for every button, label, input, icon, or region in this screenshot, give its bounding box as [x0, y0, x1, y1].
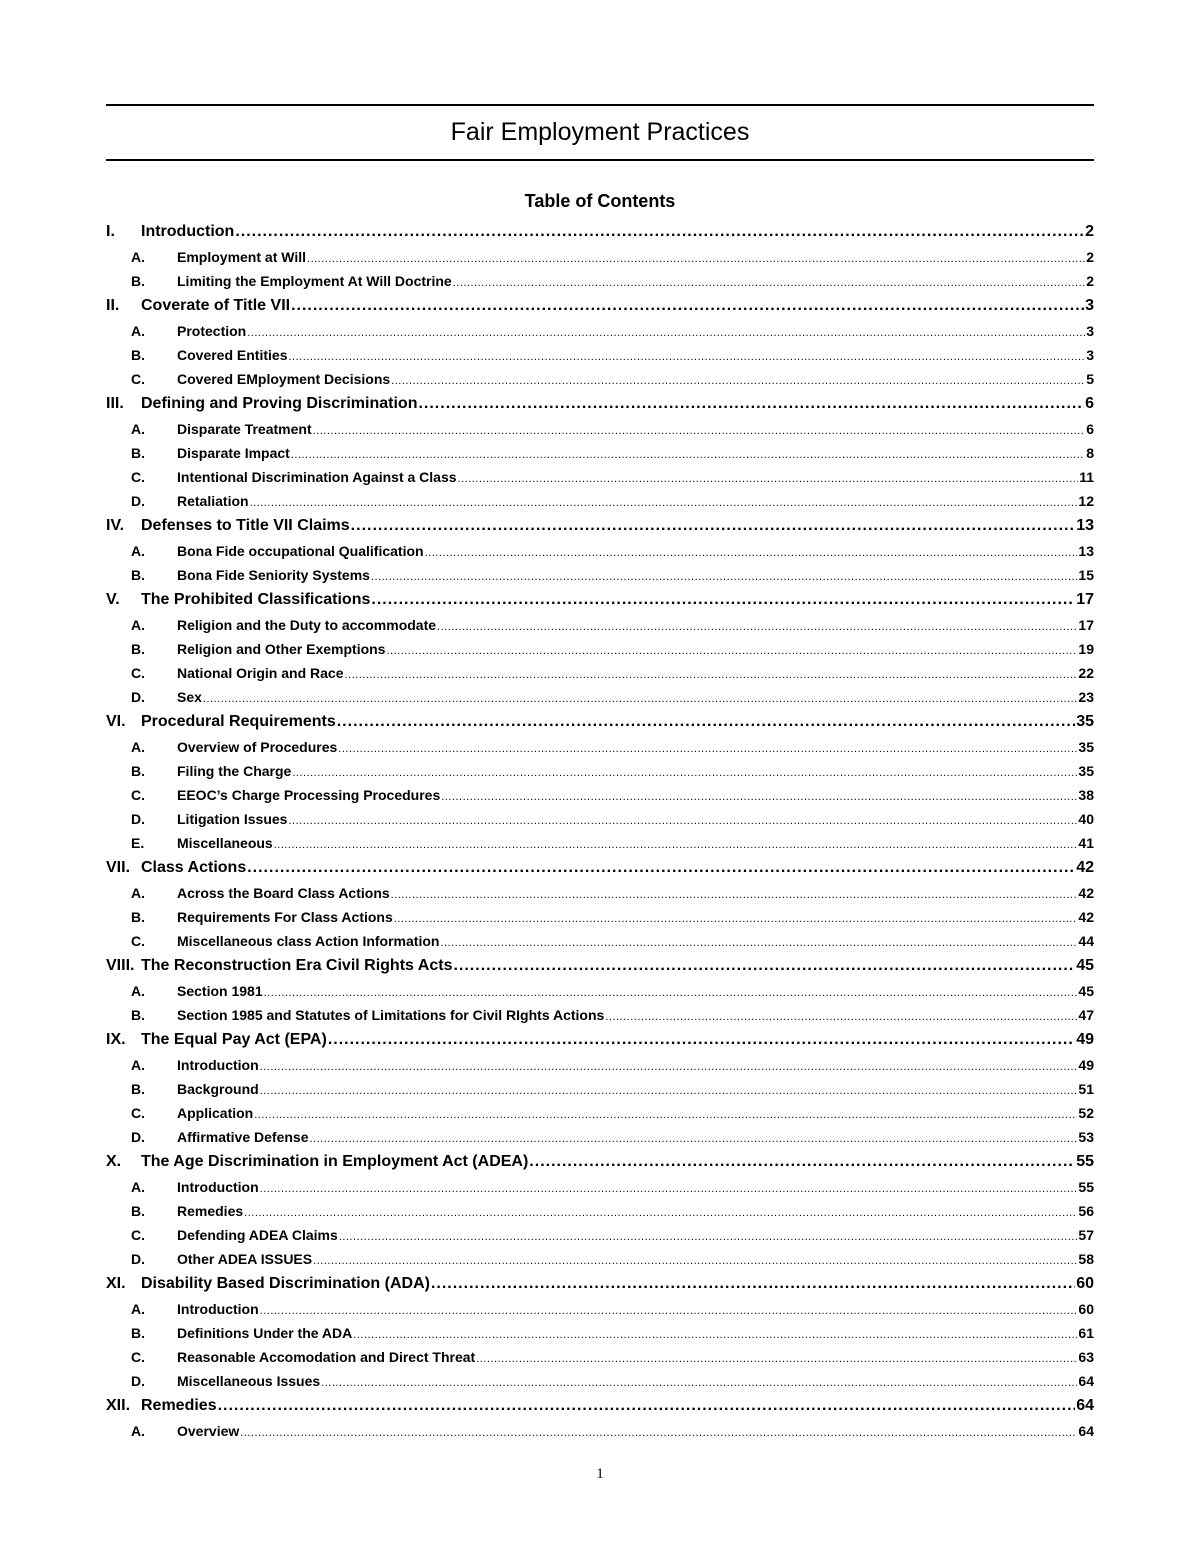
dot-leader	[250, 491, 1078, 513]
toc-subsection-entry[interactable]	[106, 661, 1094, 685]
toc-entry-number: A.	[131, 543, 145, 559]
dot-leader	[458, 467, 1079, 489]
dot-leader	[437, 615, 1077, 637]
toc-entry-page: 2	[1086, 273, 1094, 289]
toc-subsection-entry[interactable]	[106, 319, 1094, 343]
toc-entry-label: Filing the Charge	[177, 763, 292, 779]
toc-entry-number: B.	[131, 347, 145, 363]
toc-entry-label: Religion and Other Exemptions	[177, 641, 386, 657]
dot-leader	[339, 1225, 1078, 1247]
toc-subsection-entry[interactable]	[106, 759, 1094, 783]
toc-section-entry[interactable]	[106, 1271, 1094, 1297]
toc-entry-page: 49	[1078, 1057, 1094, 1073]
toc-entry-number: A.	[131, 249, 145, 265]
dot-leader	[338, 737, 1077, 759]
toc-entry-label: Religion and the Duty to accommodate	[177, 617, 437, 633]
toc-entry-label: Introduction	[177, 1301, 259, 1317]
dot-leader	[394, 907, 1078, 929]
toc-entry-page: 52	[1078, 1105, 1094, 1121]
dot-leader	[313, 1249, 1077, 1271]
toc-entry-label: Defenses to Title VII Claims	[141, 517, 350, 534]
toc-subsection-entry[interactable]	[106, 563, 1094, 587]
toc-subsection-entry[interactable]	[106, 1297, 1094, 1321]
toc-entry-number: C.	[131, 787, 145, 803]
dot-leader	[260, 1055, 1078, 1077]
toc-section-entry[interactable]	[106, 219, 1094, 245]
dot-leader	[321, 1371, 1077, 1393]
toc-subsection-entry[interactable]	[106, 613, 1094, 637]
dot-leader	[291, 293, 1084, 319]
dot-leader	[288, 345, 1085, 367]
toc-entry-page: 47	[1078, 1007, 1094, 1023]
toc-entry-number: A.	[131, 1423, 145, 1439]
toc-entry-page: 42	[1078, 885, 1094, 901]
toc-entry-label: Miscellaneous class Action Information	[177, 933, 440, 949]
toc-entry-label: The Age Discrimination in Employment Act (ADEA)	[141, 1153, 529, 1170]
toc-subsection-entry[interactable]	[106, 1125, 1094, 1149]
dot-leader	[203, 687, 1078, 709]
document-title: Fair Employment Practices	[450, 118, 750, 146]
toc-entry-page: 41	[1078, 835, 1094, 851]
toc-entry-label: Defending ADEA Claims	[177, 1227, 338, 1243]
toc-entry-number: XI.	[106, 1275, 126, 1292]
toc-entry-label: Retaliation	[177, 493, 249, 509]
toc-entry-label: EEOC’s Charge Processing Procedures	[177, 787, 441, 803]
toc-entry-number: A.	[131, 323, 145, 339]
toc-entry-page: 64	[1076, 1397, 1094, 1414]
dot-leader	[344, 663, 1077, 685]
toc-entry-number: C.	[131, 371, 145, 387]
toc-entry-page: 64	[1078, 1423, 1094, 1439]
toc-entry-page: 23	[1078, 689, 1094, 705]
toc-entry-number: XII.	[106, 1397, 131, 1414]
toc-entry-page: 42	[1078, 909, 1094, 925]
toc-section-entry[interactable]	[106, 293, 1094, 319]
toc-section-entry[interactable]	[106, 1027, 1094, 1053]
page-number: 1	[596, 1466, 604, 1482]
toc-entry-page: 35	[1078, 763, 1094, 779]
toc-entry-label: Sex	[177, 689, 202, 705]
title-bottom-rule	[106, 159, 1094, 161]
dot-leader	[441, 785, 1077, 807]
toc-entry-number: C.	[131, 1227, 145, 1243]
toc-entry-label: Employment at Will	[177, 249, 307, 265]
toc-entry-page: 3	[1085, 297, 1094, 314]
table-of-contents	[106, 219, 1094, 1443]
dot-leader	[351, 513, 1076, 539]
dot-leader	[244, 1201, 1077, 1223]
toc-entry-page: 44	[1078, 933, 1094, 949]
dot-leader	[386, 639, 1077, 661]
toc-subsection-entry[interactable]	[106, 1053, 1094, 1077]
toc-entry-label: Limiting the Employment At Will Doctrine	[177, 273, 452, 289]
toc-entry-number: IX.	[106, 1031, 126, 1048]
toc-entry-label: Coverate of Title VII	[141, 297, 291, 314]
toc-entry-page: 60	[1078, 1301, 1094, 1317]
toc-entry-number: D.	[131, 1373, 145, 1389]
toc-entry-label: Miscellaneous Issues	[177, 1373, 321, 1389]
toc-subsection-entry[interactable]	[106, 245, 1094, 269]
toc-entry-page: 2	[1085, 223, 1094, 240]
toc-entry-number: B.	[131, 909, 145, 925]
dot-leader	[240, 1421, 1077, 1443]
toc-entry-page: 42	[1076, 859, 1094, 876]
toc-subsection-entry[interactable]	[106, 1003, 1094, 1027]
toc-entry-number: D.	[131, 1251, 145, 1267]
toc-entry-number: D.	[131, 811, 145, 827]
toc-section-entry[interactable]	[106, 855, 1094, 881]
toc-entry-number: VIII.	[106, 957, 135, 974]
toc-entry-page: 12	[1078, 493, 1094, 509]
toc-section-entry[interactable]	[106, 391, 1094, 417]
toc-subsection-entry[interactable]	[106, 1175, 1094, 1199]
toc-entry-label: Section 1981	[177, 983, 263, 999]
toc-subsection-entry[interactable]	[106, 905, 1094, 929]
toc-subsection-entry[interactable]	[106, 539, 1094, 563]
dot-leader	[247, 855, 1075, 881]
toc-subsection-entry[interactable]	[106, 489, 1094, 513]
toc-entry-page: 51	[1078, 1081, 1094, 1097]
toc-entry-page: 19	[1078, 641, 1094, 657]
toc-entry-number: E.	[131, 835, 145, 851]
dot-leader	[418, 391, 1084, 417]
toc-entry-page: 60	[1076, 1275, 1094, 1292]
dot-leader	[391, 369, 1085, 391]
toc-entry-page: 22	[1078, 665, 1094, 681]
toc-entry-number: D.	[131, 1129, 145, 1145]
toc-entry-label: Covered EMployment Decisions	[177, 371, 391, 387]
toc-entry-label: Requirements For Class Actions	[177, 909, 393, 925]
dot-leader	[529, 1149, 1075, 1175]
toc-entry-page: 53	[1078, 1129, 1094, 1145]
toc-entry-label: Intentional Discrimination Against a Class	[177, 469, 457, 485]
toc-entry-label: Bona Fide occupational Qualification	[177, 543, 424, 559]
dot-leader	[274, 833, 1078, 855]
toc-entry-label: Protection	[177, 323, 247, 339]
dot-leader	[264, 981, 1078, 1003]
toc-section-entry[interactable]	[106, 709, 1094, 735]
toc-entry-page: 5	[1086, 371, 1094, 387]
toc-entry-label: Remedies	[141, 1397, 217, 1414]
toc-subsection-entry[interactable]	[106, 441, 1094, 465]
dot-leader	[605, 1005, 1077, 1027]
toc-subsection-entry[interactable]	[106, 1077, 1094, 1101]
dot-leader	[260, 1299, 1078, 1321]
toc-entry-label: Other ADEA ISSUES	[177, 1251, 313, 1267]
toc-entry-page: 8	[1086, 445, 1094, 461]
toc-subsection-entry[interactable]	[106, 685, 1094, 709]
toc-entry-number: A.	[131, 617, 145, 633]
dot-leader	[307, 247, 1085, 269]
toc-entry-page: 3	[1086, 323, 1094, 339]
toc-entry-label: The Equal Pay Act (EPA)	[141, 1031, 327, 1048]
toc-entry-page: 2	[1086, 249, 1094, 265]
toc-entry-page: 57	[1078, 1227, 1094, 1243]
toc-entry-number: B.	[131, 273, 145, 289]
toc-entry-label: The Prohibited Classifications	[141, 591, 371, 608]
toc-subsection-entry[interactable]	[106, 465, 1094, 489]
dot-leader	[291, 443, 1085, 465]
toc-entry-label: Application	[177, 1105, 254, 1121]
dot-leader	[453, 271, 1086, 293]
toc-entry-label: Section 1985 and Statutes of Limitations for Civil RIghts Actions	[177, 1007, 605, 1023]
toc-subsection-entry[interactable]	[106, 637, 1094, 661]
dot-leader	[218, 1393, 1076, 1419]
toc-entry-label: Overview	[177, 1423, 240, 1439]
toc-entry-number: B.	[131, 1203, 145, 1219]
dot-leader	[453, 953, 1075, 979]
toc-subsection-entry[interactable]	[106, 783, 1094, 807]
toc-entry-label: Disparate Impact	[177, 445, 290, 461]
dot-leader	[310, 1127, 1078, 1149]
toc-section-entry[interactable]	[106, 953, 1094, 979]
toc-entry-page: 11	[1079, 469, 1094, 485]
toc-section-entry[interactable]	[106, 587, 1094, 613]
toc-subsection-entry[interactable]	[106, 367, 1094, 391]
toc-section-entry[interactable]	[106, 513, 1094, 539]
toc-subsection-entry[interactable]	[106, 1345, 1094, 1369]
toc-entry-number: D.	[131, 493, 145, 509]
toc-entry-number: C.	[131, 933, 145, 949]
toc-entry-page: 55	[1078, 1179, 1094, 1195]
toc-entry-page: 64	[1078, 1373, 1094, 1389]
toc-entry-label: Bona Fide Seniority Systems	[177, 567, 370, 583]
dot-leader	[328, 1027, 1075, 1053]
toc-entry-page: 61	[1078, 1325, 1094, 1341]
toc-entry-label: Definitions Under the ADA	[177, 1325, 353, 1341]
toc-entry-page: 6	[1086, 421, 1094, 437]
toc-entry-number: VII.	[106, 859, 131, 876]
toc-entry-label: Affirmative Defense	[177, 1129, 309, 1145]
toc-subsection-entry[interactable]	[106, 269, 1094, 293]
toc-entry-number: III.	[106, 395, 124, 412]
dot-leader	[371, 565, 1077, 587]
toc-entry-page: 45	[1076, 957, 1094, 974]
toc-section-entry[interactable]	[106, 1149, 1094, 1175]
toc-entry-label: Litigation Issues	[177, 811, 288, 827]
toc-entry-number: B.	[131, 641, 145, 657]
toc-entry-page: 13	[1078, 543, 1094, 559]
toc-entry-page: 63	[1078, 1349, 1094, 1365]
toc-subsection-entry[interactable]	[106, 417, 1094, 441]
dot-leader	[292, 761, 1077, 783]
toc-entry-number: C.	[131, 1349, 145, 1365]
toc-subsection-entry[interactable]	[106, 929, 1094, 953]
dot-leader	[313, 419, 1086, 441]
toc-subsection-entry[interactable]	[106, 1101, 1094, 1125]
toc-entry-number: C.	[131, 665, 145, 681]
toc-entry-page: 56	[1078, 1203, 1094, 1219]
toc-entry-label: Miscellaneous	[177, 835, 273, 851]
toc-entry-label: National Origin and Race	[177, 665, 344, 681]
toc-subsection-entry[interactable]	[106, 735, 1094, 759]
toc-entry-number: B.	[131, 763, 145, 779]
dot-leader	[260, 1177, 1078, 1199]
toc-entry-number: B.	[131, 445, 145, 461]
toc-entry-number: II.	[106, 297, 120, 314]
toc-heading: Table of Contents	[524, 191, 676, 211]
dot-leader	[425, 541, 1078, 563]
toc-entry-page: 17	[1076, 591, 1094, 608]
toc-entry-page: 55	[1076, 1153, 1094, 1170]
title-top-rule	[106, 104, 1094, 106]
toc-entry-label: Procedural Requirements	[141, 713, 336, 730]
toc-entry-page: 17	[1078, 617, 1094, 633]
toc-entry-page: 15	[1078, 567, 1094, 583]
toc-subsection-entry[interactable]	[106, 979, 1094, 1003]
toc-entry-number: X.	[106, 1153, 122, 1170]
toc-subsection-entry[interactable]	[106, 807, 1094, 831]
toc-entry-label: Reasonable Accomodation and Direct Threat	[177, 1349, 476, 1365]
toc-entry-number: B.	[131, 1007, 145, 1023]
toc-subsection-entry[interactable]	[106, 343, 1094, 367]
dot-leader	[353, 1323, 1077, 1345]
toc-entry-number: A.	[131, 983, 145, 999]
toc-entry-number: B.	[131, 567, 145, 583]
toc-subsection-entry[interactable]	[106, 1199, 1094, 1223]
toc-entry-number: D.	[131, 689, 145, 705]
toc-entry-number: C.	[131, 1105, 145, 1121]
toc-entry-label: Covered Entities	[177, 347, 288, 363]
toc-entry-number: IV.	[106, 517, 125, 534]
dot-leader	[260, 1079, 1078, 1101]
toc-entry-number: VI.	[106, 713, 126, 730]
toc-subsection-entry[interactable]	[106, 1321, 1094, 1345]
toc-entry-label: Across the Board Class Actions	[177, 885, 390, 901]
toc-subsection-entry[interactable]	[106, 1247, 1094, 1271]
dot-leader	[254, 1103, 1077, 1125]
toc-entry-label: Introduction	[177, 1057, 259, 1073]
toc-entry-number: A.	[131, 421, 145, 437]
toc-subsection-entry[interactable]	[106, 1223, 1094, 1247]
document-page	[106, 104, 1094, 1443]
toc-entry-page: 3	[1086, 347, 1094, 363]
toc-entry-page: 40	[1078, 811, 1094, 827]
dot-leader	[337, 709, 1075, 735]
toc-entry-label: Overview of Procedures	[177, 739, 338, 755]
toc-entry-number: C.	[131, 469, 145, 485]
toc-entry-label: Disparate Treatment	[177, 421, 312, 437]
toc-entry-label: Introduction	[177, 1179, 259, 1195]
dot-leader	[288, 809, 1077, 831]
toc-subsection-entry[interactable]	[106, 1419, 1094, 1443]
toc-entry-number: B.	[131, 1081, 145, 1097]
toc-entry-label: Introduction	[141, 223, 235, 240]
toc-entry-page: 6	[1085, 395, 1094, 412]
toc-entry-number: I.	[106, 223, 115, 240]
dot-leader	[235, 219, 1084, 245]
toc-entry-number: A.	[131, 885, 145, 901]
toc-entry-label: Class Actions	[141, 859, 247, 876]
dot-leader	[440, 931, 1077, 953]
toc-entry-label: Disability Based Discrimination (ADA)	[141, 1275, 430, 1292]
toc-entry-number: A.	[131, 1179, 145, 1195]
toc-entry-label: Remedies	[177, 1203, 244, 1219]
toc-subsection-entry[interactable]	[106, 881, 1094, 905]
toc-entry-page: 13	[1076, 517, 1094, 534]
toc-entry-page: 45	[1078, 983, 1094, 999]
toc-section-entry[interactable]	[106, 1393, 1094, 1419]
toc-subsection-entry[interactable]	[106, 831, 1094, 855]
toc-entry-number: A.	[131, 1057, 145, 1073]
dot-leader	[431, 1271, 1075, 1297]
dot-leader	[371, 587, 1075, 613]
dot-leader	[476, 1347, 1077, 1369]
dot-leader	[391, 883, 1078, 905]
toc-entry-page: 35	[1078, 739, 1094, 755]
dot-leader	[247, 321, 1085, 343]
toc-entry-label: Defining and Proving Discrimination	[141, 395, 418, 412]
toc-entry-number: A.	[131, 739, 145, 755]
toc-entry-number: B.	[131, 1325, 145, 1341]
toc-entry-number: A.	[131, 1301, 145, 1317]
toc-subsection-entry[interactable]	[106, 1369, 1094, 1393]
toc-entry-label: Background	[177, 1081, 259, 1097]
toc-entry-page: 49	[1076, 1031, 1094, 1048]
toc-entry-page: 38	[1078, 787, 1094, 803]
toc-entry-label: The Reconstruction Era Civil Rights Acts	[141, 957, 453, 974]
toc-entry-page: 58	[1078, 1251, 1094, 1267]
toc-entry-page: 35	[1076, 713, 1094, 730]
toc-entry-number: V.	[106, 591, 120, 608]
